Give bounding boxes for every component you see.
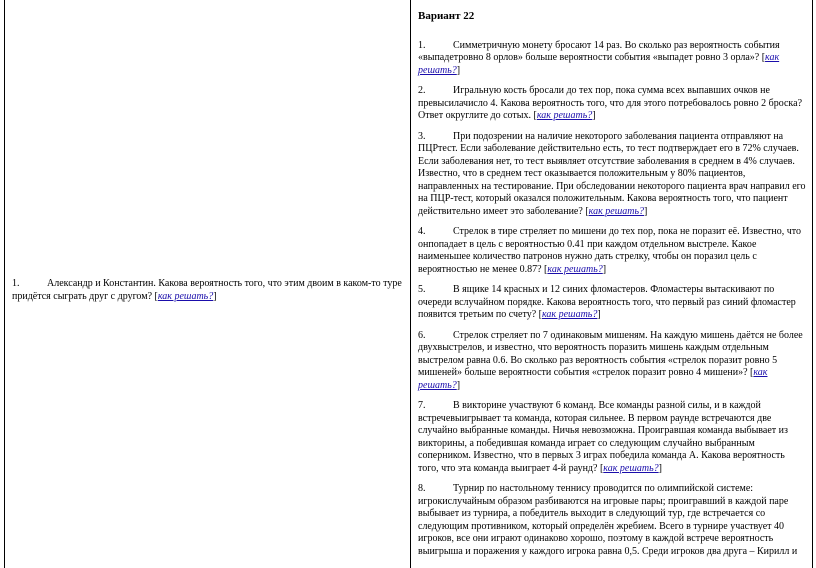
- how-to-solve-link[interactable]: как решать?: [536, 110, 593, 121]
- how-to-solve-link[interactable]: как решать?: [418, 52, 780, 76]
- task-number: 5.: [418, 284, 426, 295]
- task-item: 6. Стрелок стреляет по 7 одинаковым мишеням. На каждую мишень даётся не более двухвыстрелов, и известно, что вероятность поразить мишень каждым отдельным выстрелом равна 0.6. Во сколько раз вероятность события «стрелок поразит ровно 5 мишеней» больше вероятности события «стрелок поразит ровно 4 мишени»? [как решать?]: [418, 329, 803, 391]
- task-text: В ящике 14 красных и 12 синих фломастеров. Фломастеры вытаскивают по очереди вслучайном порядке. Какова вероятность того, что первый раз синий фломастер появится третьим по счету?: [418, 284, 796, 320]
- table-border-left: [4, 0, 5, 568]
- table-border-right: [812, 0, 813, 568]
- task-text: Александр и Константин. Какова вероятность того, что этим двоим в каком-то туре придётся сыграть друг с другом?: [12, 278, 402, 302]
- task-text: Игральную кость бросали до тех пор, пока сумма всех выпавших очков не превысилачисло 4. Какова вероятность того, что для этого потребовалось ровно 2 броска? Ответ округлите до сотых.: [418, 85, 803, 121]
- task-text: В викторине участвуют 6 команд. Все команды разной силы, и в каждой встречевыигрывает та команда, которая сильнее. В первом раунде встречаются две случайно выбранные команды. Ничья невозможна. Проигравшая команда выбывает из викторины, а победившая команда играет со следующим случайно выбранным соперником. Известно, что в первых 3 играх победила команда А. Какова вероятность того, что эта команда выиграет 4-й раунд?: [418, 400, 788, 474]
- task-item: 1. Симметричную монету бросают 14 раз. Во сколько раз вероятность события «выпадетровно 8 орлов» больше вероятности события «выпадет ровно 3 орла»? [как решать?]: [418, 39, 780, 76]
- task-text: Турнир по настольному теннису проводится по олимпийской системе: игрокислучайным образом разбиваются на игровые пары; проигравший в каждой паре выбывает из турнира, а победитель выходит в следующий тур, где встречается со следующим противником, который определён жребием. Всего в турнире участвует 40 игроков, все они играют одинаково хорошо, поэтому в каждой встрече вероятность выигрыша и поражения у каждого игрока равна 0,5. Среди игроков два друга – Кирилл и: [418, 483, 798, 557]
- task-item: 7. В викторине участвуют 6 команд. Все команды разной силы, и в каждой встречевыигрывает та команда, которая сильнее. В первом раунде встречаются две случайно выбранные команды. Ничья невозможна. Проигравшая команда выбывает из викторины, а победившая команда играет со следующим случайно выбранным соперником. Известно, что в первых 3 играх победила команда А. Какова вероятность того, что эта команда выиграет 4-й раунд? [как решать?]: [418, 400, 788, 474]
- task-number: 1.: [12, 278, 20, 289]
- how-to-solve-link[interactable]: как решать?: [603, 462, 659, 474]
- how-to-solve-link[interactable]: как решать?: [418, 367, 768, 391]
- task-text: Симметричную монету бросают 14 раз. Во сколько раз вероятность события «выпадетровно 8 орлов» больше вероятности события «выпадет ровно 3 орла»?: [418, 39, 780, 63]
- task-number: 8.: [418, 483, 426, 494]
- table-column-divider: [410, 0, 411, 568]
- right-column: [418, 10, 806, 566]
- task-number: 4.: [418, 226, 426, 237]
- how-to-solve-link[interactable]: как решать?: [157, 291, 214, 302]
- how-to-solve-link[interactable]: как решать?: [547, 263, 603, 275]
- task-item: [418, 483, 806, 558]
- task-list: [418, 40, 806, 559]
- task-text: Стрелок в тире стреляет по мишени до тех пор, пока не поразит её. Известно, что онпопадает в цель с вероятностью 0.41 при каждом отдельном выстреле. Какое наименьшее количество патронов нужно дать стрелку, чтобы он поразил цель с вероятностью не менее 0.87?: [418, 226, 802, 275]
- task-number: 6.: [418, 329, 426, 341]
- task-text: Стрелок стреляет по 7 одинаковым мишеням. На каждую мишень даётся не более двухвыстрелов, и известно, что вероятность поразить мишень каждым отдельным выстрелом равна 0.6. Во сколько раз вероятность события «стрелок поразит ровно 5 мишеней» больше вероятности события «стрелок поразит ровно 4 мишени»?: [418, 329, 803, 378]
- how-to-solve-link[interactable]: как решать?: [588, 205, 645, 217]
- task-item: 4. Стрелок в тире стреляет по мишени до тех пор, пока не поразит её. Известно, что онпопадает в цель с вероятностью 0.41 при каждом отдельном выстреле. Какое наименьшее количество патронов нужно дать стрелку, чтобы он поразил цель с вероятностью не менее 0.87? [как решать?]: [418, 226, 802, 275]
- task-text: При подозрении на наличие некоторого заболевания пациента отправляют на ПЦРтест. Если заболевание действительно есть, то тест подтверждает его в 72% случаев. Если заболевания нет, то тест выявляет отсутствие заболевания в среднем в 4% случаев. Известно, что в среднем тест оказывается положительным у 80% пациентов, направленных на тестирование. При обследовании некоторого пациента врач направил его на ПЦР-тест, который оказался положительным. Какова вероятность того, что пациент действительно имеет это заболевание?: [418, 130, 806, 217]
- task-item: 5. В ящике 14 красных и 12 синих фломастеров. Фломастеры вытаскивают по очереди вслучайном порядке. Какова вероятность того, что первый раз синий фломастер появится третьим по счету? [как решать?]: [418, 284, 796, 320]
- task-number: 1.: [418, 39, 426, 51]
- variant-title: Вариант 22: [418, 10, 475, 22]
- task-item: 2. Игральную кость бросали до тех пор, пока сумма всех выпавших очков не превысилачисло 4. Какова вероятность того, что для этого потребовалось ровно 2 броска? Ответ округлите до сотых. [как решать?]: [418, 85, 803, 121]
- left-column-task: 1. Александр и Константин. Какова вероятность того, что этим двоим в каком-то туре придётся сыграть друг с другом? [как решать?]: [12, 278, 402, 302]
- task-item: 3. При подозрении на наличие некоторого заболевания пациента отправляют на ПЦРтест. Если заболевание действительно есть, то тест подтверждает его в 72% случаев. Если заболевания нет, то тест выявляет отсутствие заболевания в среднем в 4% случаев. Известно, что в среднем тест оказывается положительным у 80% пациентов, направленных на тестирование. При обследовании некоторого пациента врач направил его на ПЦР-тест, который оказался положительным. Какова вероятность того, что пациент действительно имеет это заболевание? [как решать?]: [418, 130, 806, 217]
- task-number: 7.: [418, 400, 426, 411]
- task-number: 2.: [418, 85, 426, 96]
- how-to-solve-link[interactable]: как решать?: [541, 309, 598, 320]
- task-number: 3.: [418, 130, 426, 142]
